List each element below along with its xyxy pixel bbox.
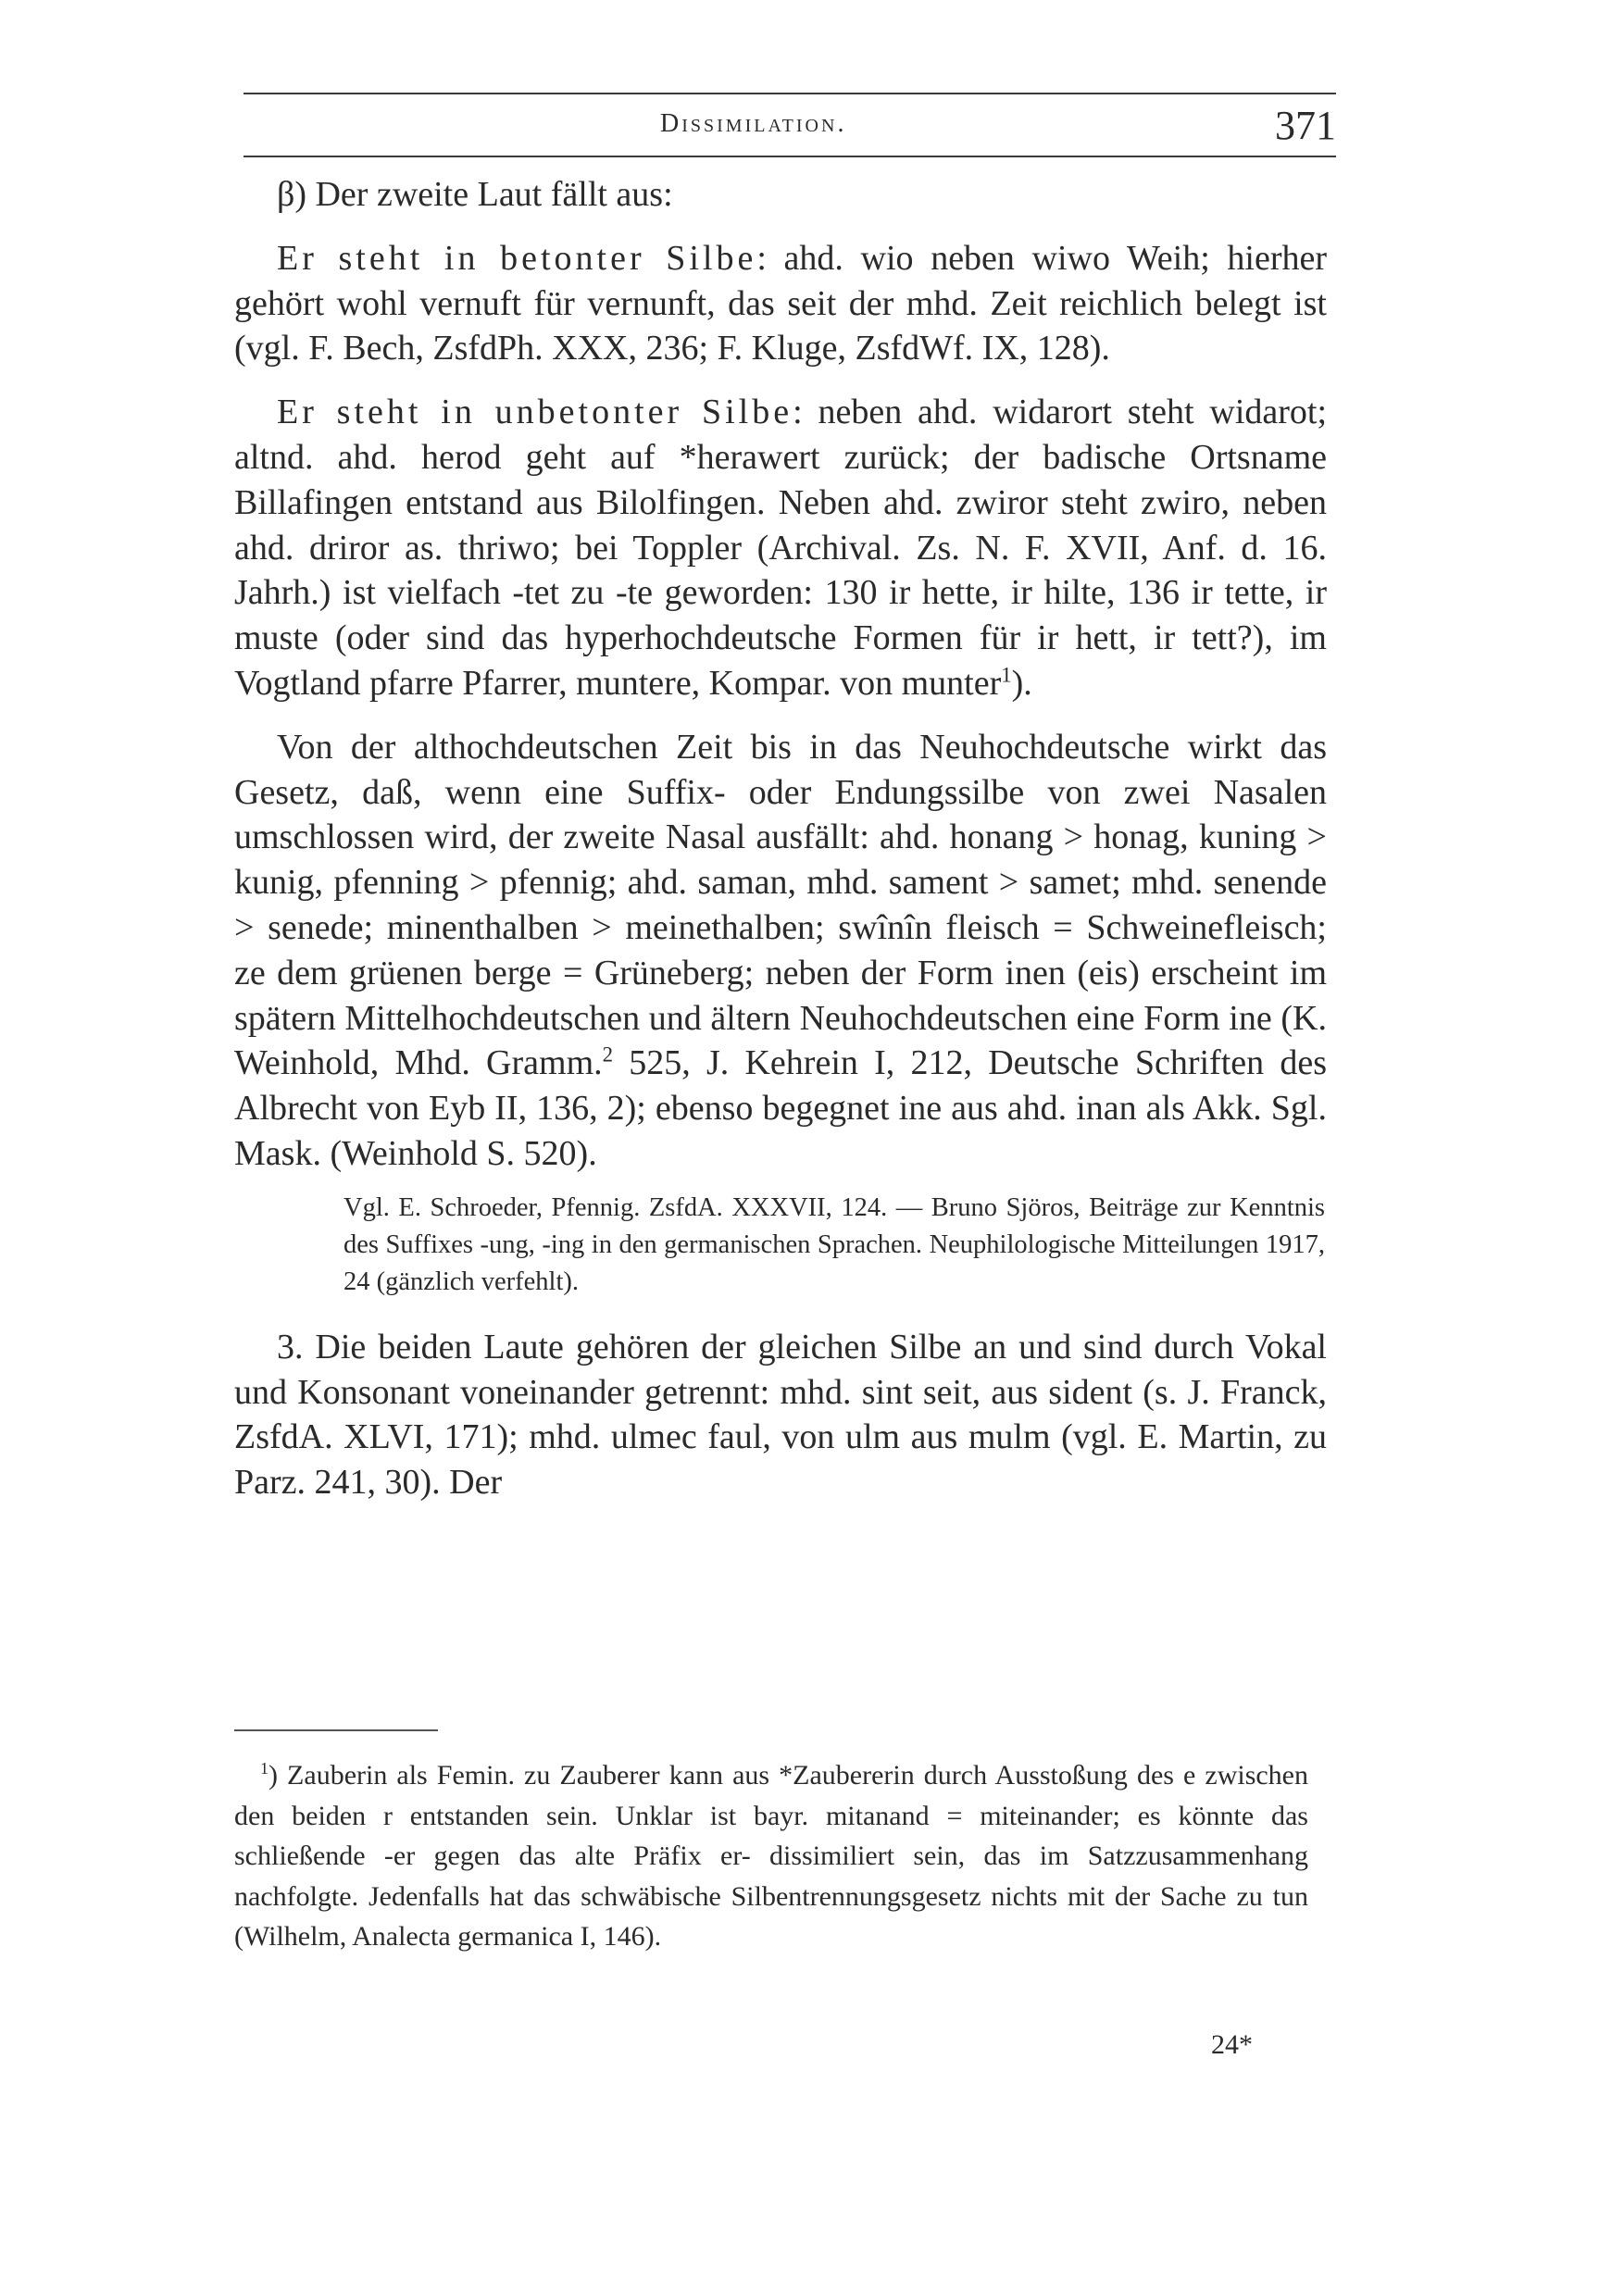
paragraph-unbetonter-silbe [234, 390, 1327, 706]
footnote-marker: 1 [260, 1759, 269, 1778]
signature-mark: 24* [1211, 2029, 1253, 2060]
running-title: Dissimilation. [660, 109, 847, 138]
header-top-rule [244, 93, 1336, 94]
footnote-reference: 1 [1001, 663, 1012, 687]
paragraph-betonter-silbe [234, 236, 1327, 371]
footnote [234, 1755, 1308, 1957]
section-3-paragraph: 3. Die beiden Laute gehören der gleichen Silbe an und sind durch Vokal und Konsonant voneinander getrennt: mhd. sint seit, aus sident (s. J. Franck, ZsfdA. XLVI, 171); mhd. ulmec faul, von ulm aus mulm (vgl. E. Martin, zu Parz. 241, 30). Der [234, 1327, 1327, 1503]
footnote-body: ) Zauberin als Femin. zu Zauberer kann aus *Zaubererin durch Ausstoßung des e zwischen den beiden r entstanden sein. Unklar ist bayr. mitanand = miteinander; es könnte das schließende -er gegen das alte Präfix er- dissimiliert sein, das im Satzzusammenhang nachfolgte. Jedenfalls hat das schwäbische Silbentrennungsgesetz nichts mit der Sache zu tun (Wilhelm, Analecta germanica I, 146). [234, 1760, 1308, 1952]
paragraph-nasal-law [234, 725, 1327, 1177]
beta-heading: β) Der zweite Laut fällt aus: [277, 175, 673, 214]
running-head [244, 104, 1336, 146]
paragraph-end: ). [1011, 663, 1032, 703]
paragraph-text-continued: 525, J. Kehrein I, 212, Deutsche Schriften des Albrecht von Eyb II, 136, 2); ebenso begegnet ine aus ahd. inan als Akk. Sgl. Mask. (Weinhold S. 520). [234, 1043, 1327, 1173]
paragraph-text: Von der althochdeutschen Zeit bis in das Neuhochdeutsche wirkt das Gesetz, daß, wenn eine Suffix- oder Endungssilbe von zwei Nasalen umschlossen wird, der zweite Nasal ausfällt: ahd. honang > honag, kuning > kunig, pfenning > pfennig; ahd. saman, mhd. sament > samet; mhd. senende > senede; minenthalben > meinethalben; swînîn fleisch = Schweinefleisch; ze dem grüenen berge = Grüneberg; neben der Form inen (eis) erscheint im spätern Mittelhochdeutschen und ältern Neuhochdeutschen eine Form ine (K. Weinhold, Mhd. Gramm. [234, 727, 1327, 1083]
footnote-text [234, 1755, 1308, 1957]
spaced-lead: Er steht in unbetonter Silbe [277, 393, 793, 432]
paragraph-text: : ahd. wio neben wiwo Weih; hierher gehört wohl vernuft für vernunft, das seit der mhd. Zeit reichlich belegt ist (vgl. F. Bech, ZsfdPh. XXX, 236; F. Kluge, ZsfdWf. IX, 128). [234, 238, 1327, 368]
literature-note [344, 1190, 1325, 1301]
paragraph-text: : neben ahd. widarort steht widarot; altnd. ahd. herod geht auf *herawert zurück; der badische Ortsname Billafingen entstand aus Bilolfingen. Neben ahd. zwiror steht zwiro, neben ahd. driror as. thriwo; bei Toppler (Archival. Zs. N. F. XVII, Anf. d. 16. Jahrh.) ist vielfach -tet zu -te geworden: 130 ir hette, ir hilte, 136 ir tette, ir muste (oder sind das hyperhochdeutsche Formen für ir hett, ir tett?), im Vogtland pfarre Pfarrer, muntere, Kompar. von munter [234, 393, 1328, 703]
page-number: 371 [1275, 103, 1336, 148]
header-bottom-rule [244, 156, 1336, 157]
main-text [234, 172, 1327, 1505]
spaced-lead: Er steht in betonter Silbe [277, 238, 757, 278]
edition-superscript: 2 [602, 1042, 614, 1067]
footnote-rule [234, 1729, 438, 1731]
literature-note-text: Vgl. E. Schroeder, Pfennig. ZsfdA. XXXVII, 124. — Bruno Sjöros, Beiträge zur Kenntnis des Suffixes -ung, -ing in den germanischen Sprachen. Neuphilologische Mitteilungen 1917, 24 (gänzlich verfehlt). [344, 1192, 1325, 1296]
